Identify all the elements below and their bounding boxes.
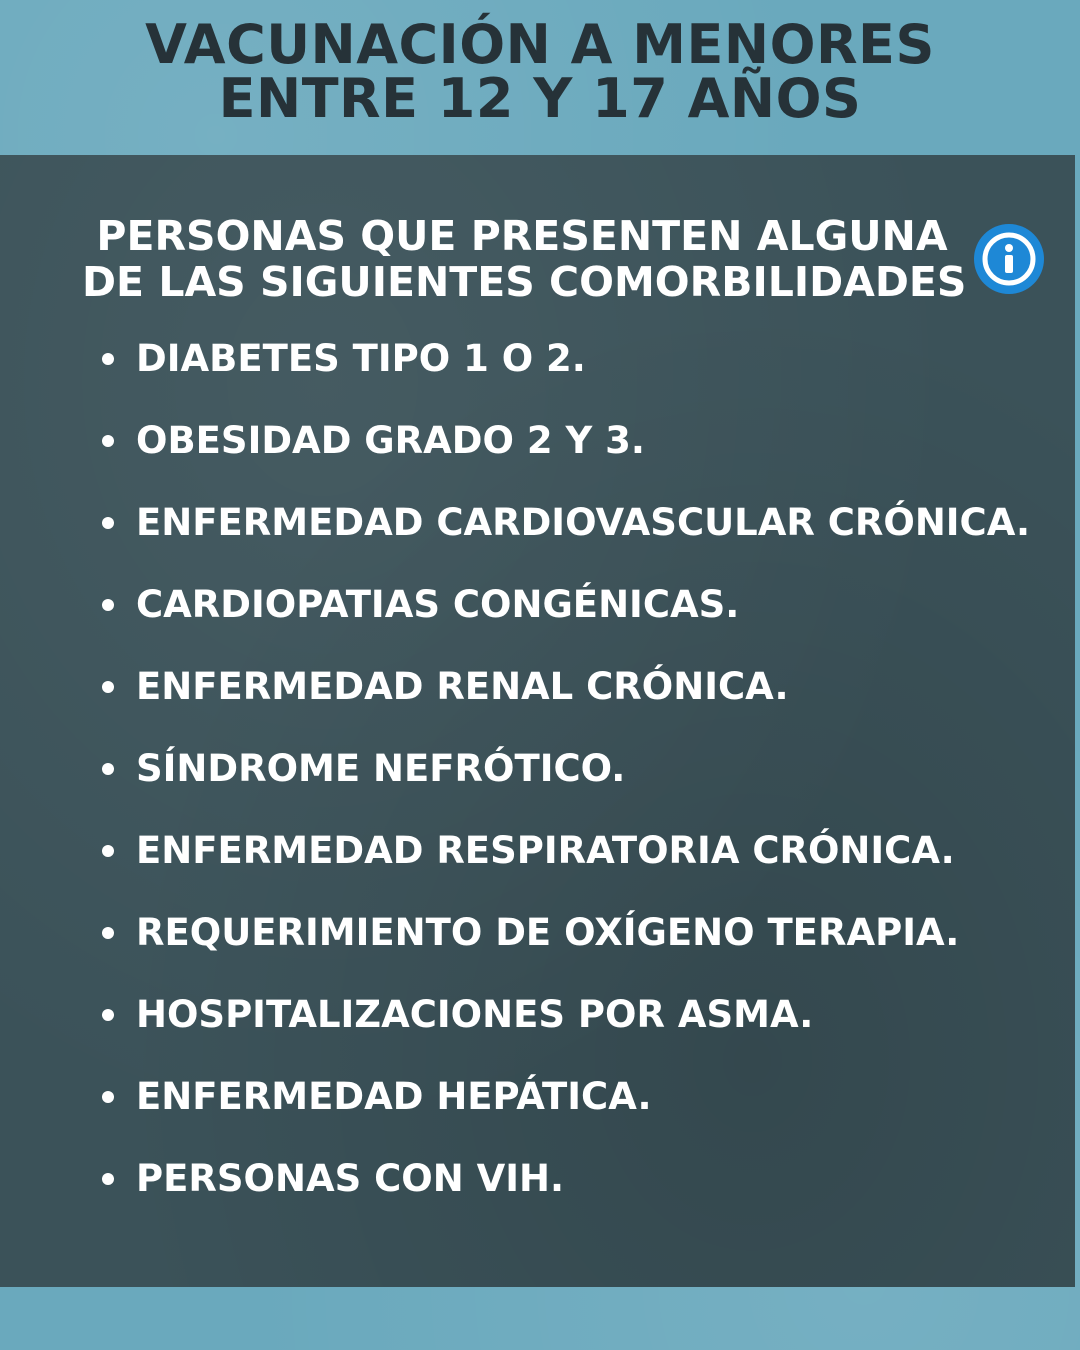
list-item xyxy=(100,664,1030,746)
bullet-icon xyxy=(100,582,136,628)
list-item xyxy=(100,746,1030,828)
list-item xyxy=(100,1156,1030,1238)
bullet-icon xyxy=(100,828,136,874)
bullet-icon xyxy=(100,910,136,956)
subtitle-line-2: DE LAS SIGUIENTES COMORBILIDADES xyxy=(82,258,967,306)
info-icon xyxy=(974,224,1044,294)
list-item xyxy=(100,500,1030,582)
list-item xyxy=(100,1074,1030,1156)
list-item-label: REQUERIMIENTO DE OXÍGENO TERAPIA. xyxy=(136,911,960,954)
list-item-label: ENFERMEDAD RESPIRATORIA CRÓNICA. xyxy=(136,829,955,872)
list-item xyxy=(100,582,1030,664)
list-item-label: HOSPITALIZACIONES POR ASMA. xyxy=(136,993,814,1036)
list-item-label: OBESIDAD GRADO 2 Y 3. xyxy=(136,419,645,462)
subtitle xyxy=(82,212,967,306)
list-item-label: ENFERMEDAD HEPÁTICA. xyxy=(136,1075,652,1118)
list-item-label: ENFERMEDAD CARDIOVASCULAR CRÓNICA. xyxy=(136,501,1031,544)
list-item xyxy=(100,418,1030,500)
list-item-label: CARDIOPATIAS CONGÉNICAS. xyxy=(136,583,740,626)
list-item-label: DIABETES TIPO 1 O 2. xyxy=(136,337,586,380)
bullet-icon xyxy=(100,992,136,1038)
list-item xyxy=(100,336,1030,418)
list-item xyxy=(100,910,1030,992)
bullet-icon xyxy=(100,746,136,792)
list-item xyxy=(100,992,1030,1074)
list-item xyxy=(100,828,1030,910)
list-item-label: SÍNDROME NEFRÓTICO. xyxy=(136,747,626,790)
list-item-label: PERSONAS CON VIH. xyxy=(136,1157,564,1200)
subtitle-line-1: PERSONAS QUE PRESENTEN ALGUNA xyxy=(96,212,948,260)
bullet-icon xyxy=(100,1074,136,1120)
title-line-2: ENTRE 12 Y 17 AÑOS xyxy=(218,67,862,130)
bullet-icon xyxy=(100,500,136,546)
page-title xyxy=(0,13,1080,130)
bullet-icon xyxy=(100,336,136,382)
bullet-icon xyxy=(100,664,136,710)
bullet-icon xyxy=(100,1156,136,1202)
title-line-1: VACUNACIÓN A MENORES xyxy=(145,13,935,76)
comorbidities-list xyxy=(100,336,1030,1238)
list-item-label: ENFERMEDAD RENAL CRÓNICA. xyxy=(136,665,789,708)
bullet-icon xyxy=(100,418,136,464)
